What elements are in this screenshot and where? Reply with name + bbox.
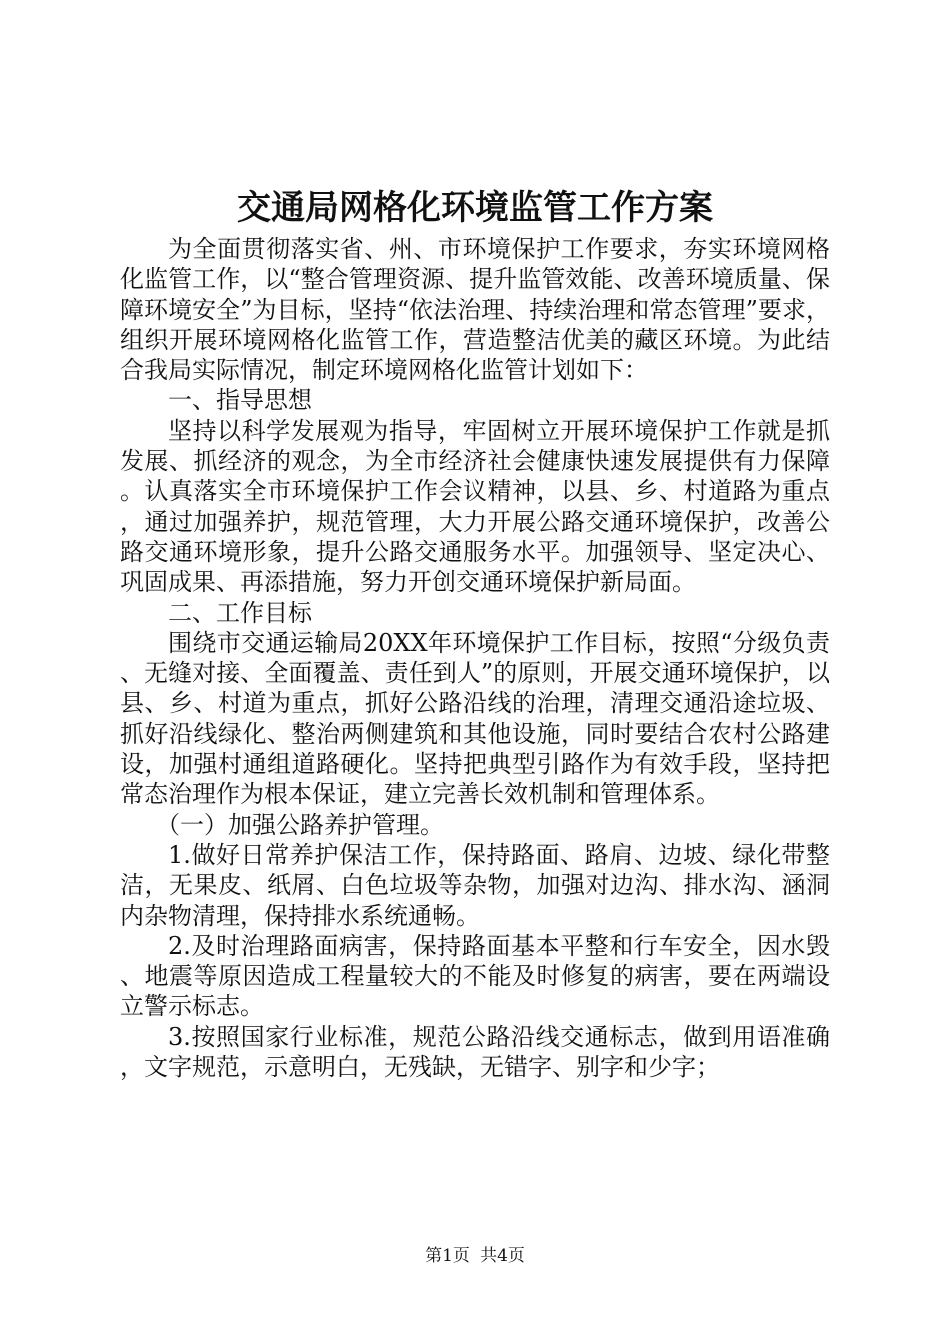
list-item: 2.及时治理路面病害，保持路面基本平整和行车安全，因水毁、地震等原因造成工程量较大的不能及时修复的病害，要在两端设立警示标志。 [120, 931, 830, 1021]
section-heading-guiding-ideology: 一、指导思想 [168, 386, 312, 415]
document-title: 交通局网格化环境监管工作方案 [237, 188, 713, 228]
subsection-heading-road-maintenance: （一）加强公路养护管理。 [156, 810, 444, 839]
page-number: 第1页 [425, 1246, 470, 1266]
intro-paragraph: 为全面贯彻落实省、州、市环境保护工作要求，夯实环境网格化监管工作，以“整合管理资源、提升监管效能、改善环境质量、保障环境安全”为目标，坚持“依法治理、持续治理和常态管理”要求，组织开展环境网格化监管工作，营造整洁优美的藏区环境。为此结合我局实际情况，制定环境网格化监管计划如下： [120, 235, 830, 385]
page-total: 共4页 [480, 1246, 525, 1266]
document-body [120, 234, 830, 1082]
section-heading-work-goals: 二、工作目标 [168, 598, 312, 627]
work-goals-paragraph: 围绕市交通运输局20XX年环境保护工作目标，按照“分级负责、无缝对接、全面覆盖、责任到人”的原则，开展交通环境保护，以县、乡、村道为重点，抓好公路沿线的治理，清理交通沿途垃圾、抓好沿线绿化、整治两侧建筑和其他设施，同时要结合农村公路建设，加强村通组道路硬化。坚持把典型引路作为有效手段，坚持把常态治理作为根本保证，建立完善长效机制和管理体系。 [120, 628, 830, 809]
guiding-ideology-paragraph: 坚持以科学发展观为指导，牢固树立开展环境保护工作就是抓发展、抓经济的观念，为全市经济社会健康快速发展提供有力保障。认真落实全市环境保护工作会议精神，以县、乡、村道路为重点，通过加强养护，规范管理，大力开展公路交通环境保护，改善公路交通环境形象，提升公路交通服务水平。加强领导、坚定决心、巩固成果、再添措施，努力开创交通环境保护新局面。 [120, 416, 830, 597]
page-footer [0, 1244, 950, 1268]
list-item: 1.做好日常养护保洁工作，保持路面、路肩、边坡、绿化带整洁，无果皮、纸屑、白色垃圾等杂物，加强对边沟、排水沟、涵洞内杂物清理，保持排水系统通畅。 [120, 840, 830, 930]
list-item: 3.按照国家行业标准，规范公路沿线交通标志，做到用语准确，文字规范，示意明白，无残缺，无错字、别字和少字； [120, 1022, 830, 1082]
